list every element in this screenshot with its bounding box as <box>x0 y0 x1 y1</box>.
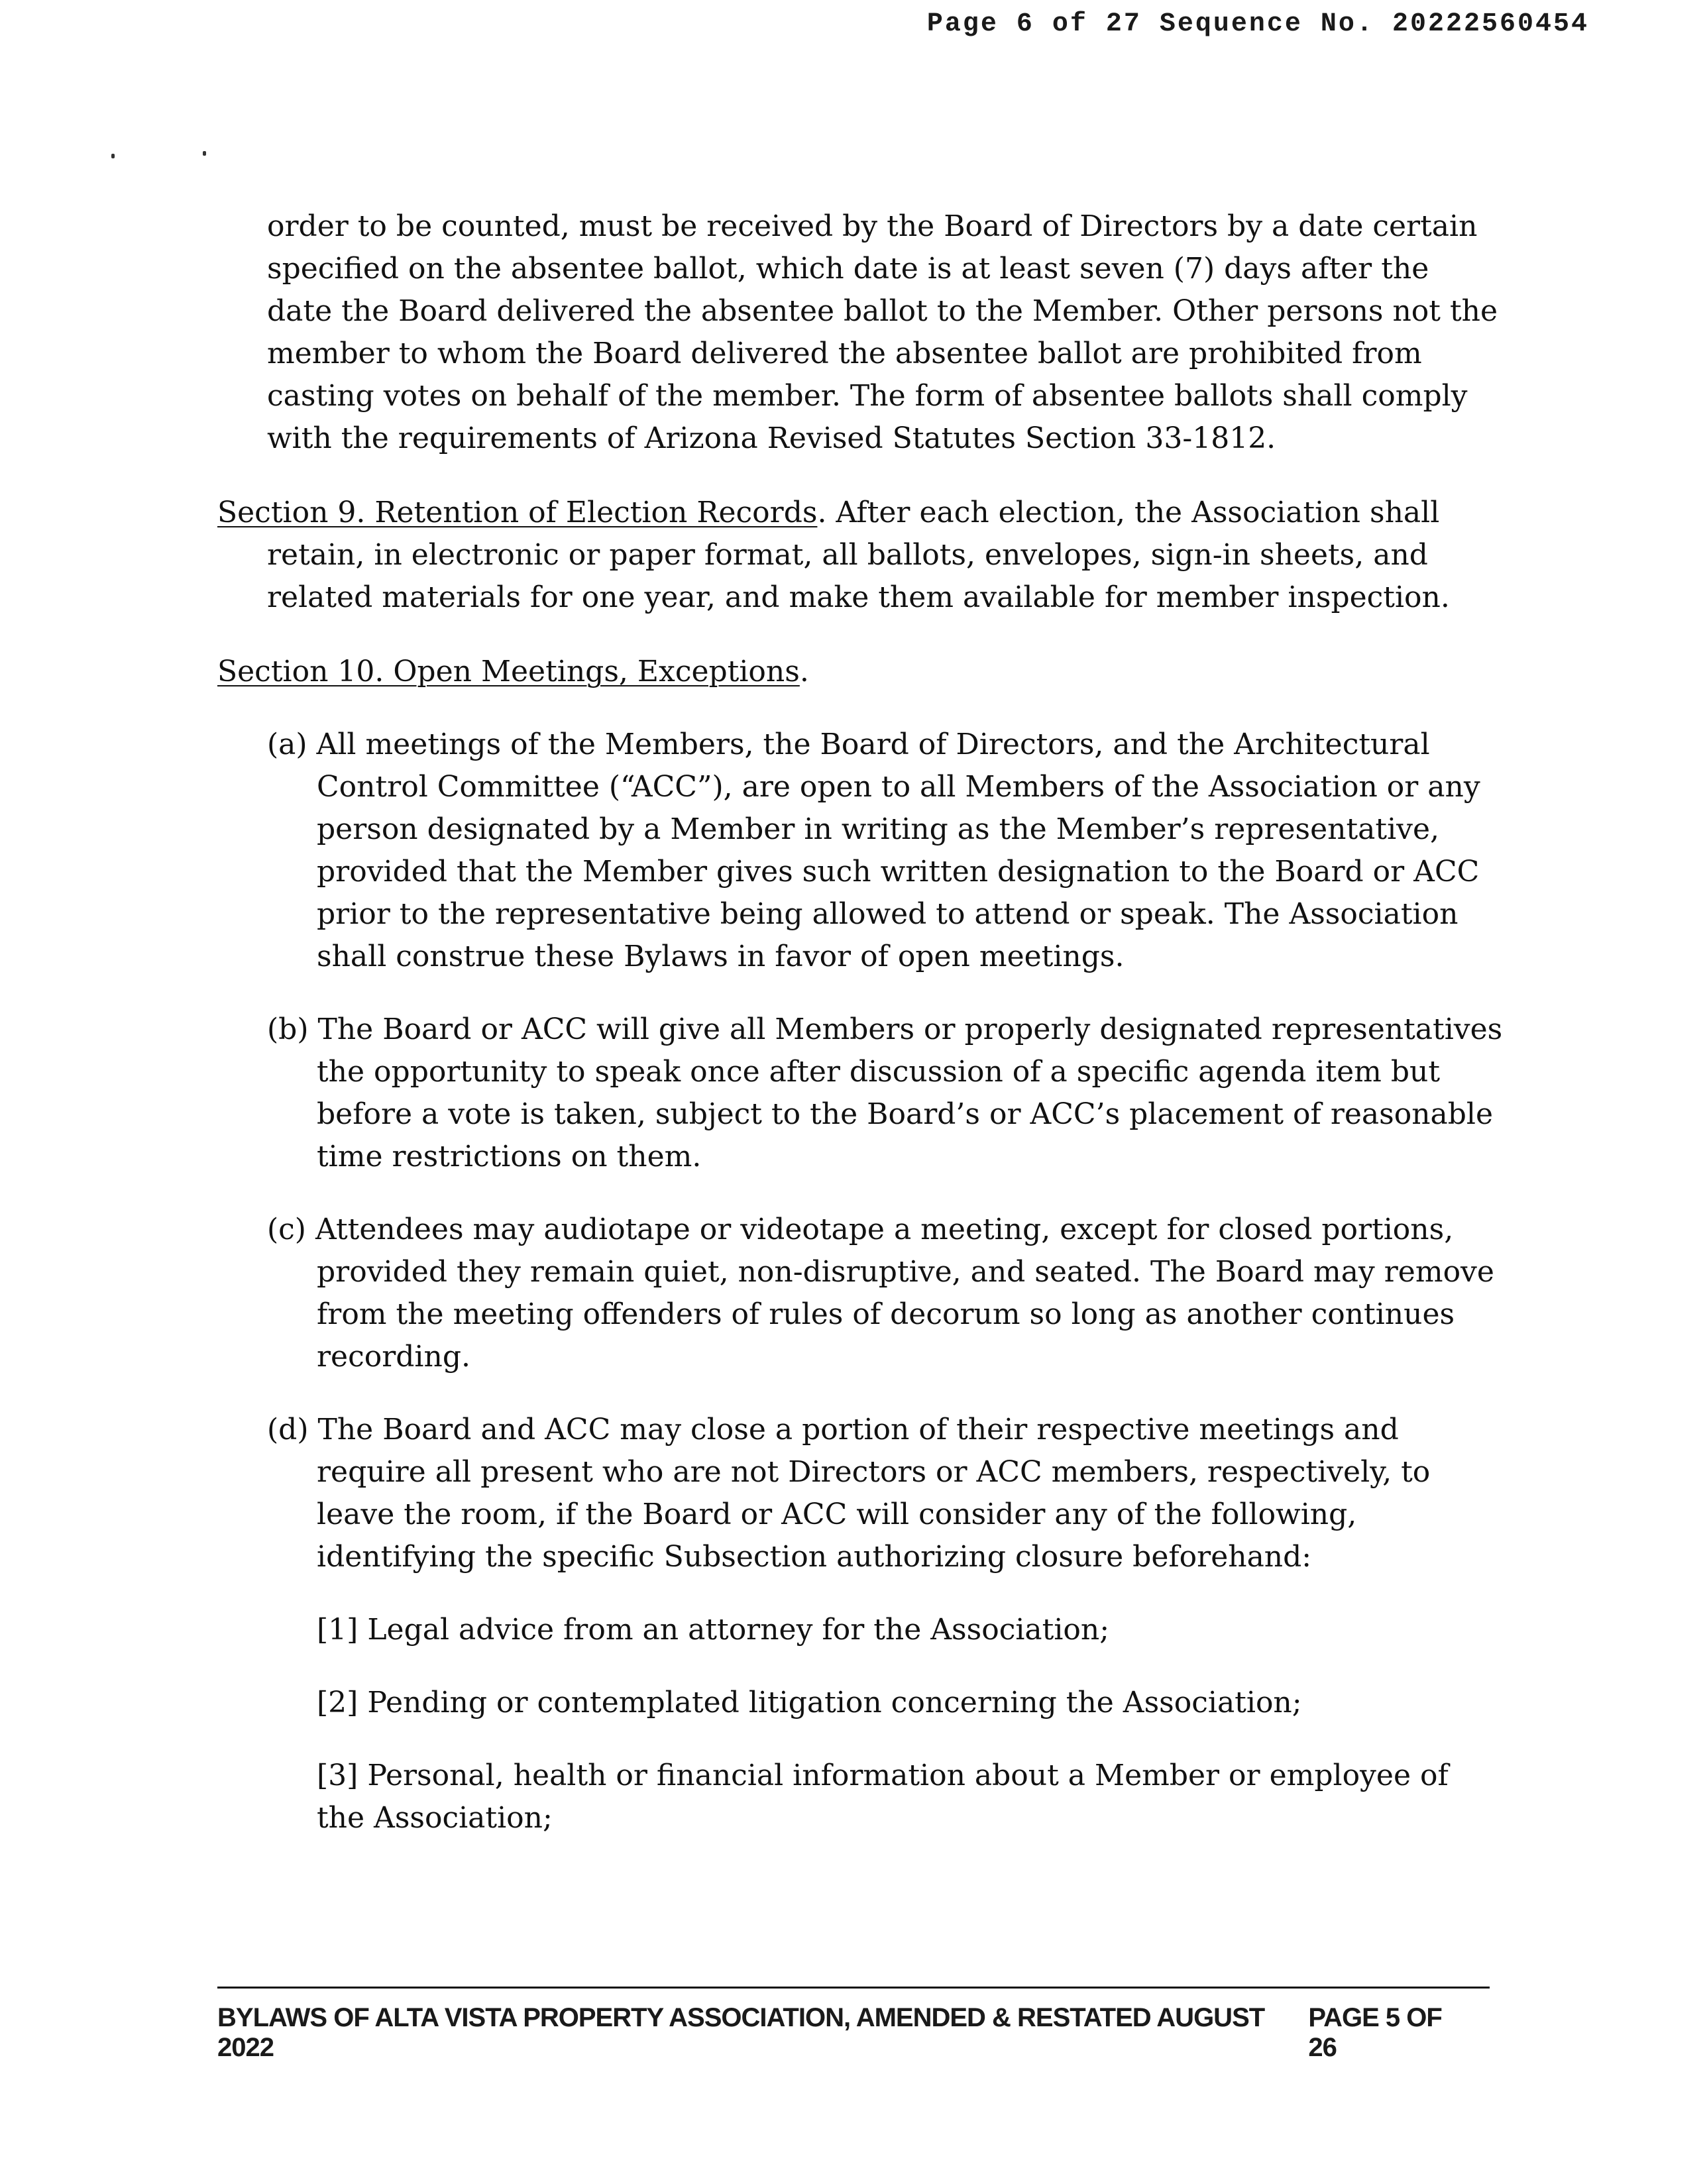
subsection-3: [3] Personal, health or financial information about a Member or employee of the Association; <box>317 1759 1449 1835</box>
section-9-paragraph <box>217 492 1503 619</box>
section-10-item-d: (d) The Board and ACC may close a portion of their respective meetings and require all present who are not Directors or ACC members, respectively, to leave the room, if the Board or ACC will consider any of the following, identifying the specific Subsection authorizing closure beforehand: <box>267 1413 1431 1574</box>
section-9-text: . After each election, the Association shall retain, in electronic or paper format, all ballots, envelopes, sign-in sheets, and related materials for one year, and make them available for member inspection. <box>267 496 1450 614</box>
footer-page-number: PAGE 5 OF 26 <box>1308 2003 1442 2062</box>
footer-title: BYLAWS OF ALTA VISTA PROPERTY ASSOCIATION, AMENDED & RESTATED AUGUST 2022 <box>217 2003 1265 2062</box>
section-10-item-a: (a) All meetings of the Members, the Board of Directors, and the Architectural Control Committee (“ACC”), are open to all Members of the Association or any person designated by a Member in writing as the Member’s representative, provided that the Member gives such written designation to the Board or ACC prior to the representative being allowed to attend or speak. The Association shall construe these Bylaws in favor of open meetings. <box>267 728 1480 973</box>
continuation-paragraph: order to be counted, must be received by the Board of Directors by a date certain specified on the absentee ballot, which date is at least seven (7) days after the date the Board delivered the absentee ballot to the Member. Other persons not the member to whom the Board delivered the absentee ballot are prohibited from casting votes on behalf of the member. The form of absentee ballots shall comply with the requirements of Arizona Revised Statutes Section 33-1812. <box>267 209 1498 455</box>
section-10-heading: Section 10. Open Meetings, Exceptions <box>217 655 800 688</box>
subsection-1: [1] Legal advice from an attorney for the Association; <box>317 1613 1110 1647</box>
recording-stamp: Page 6 of 27 Sequence No. 20222560454 <box>926 9 1589 39</box>
section-10-item-b: (b) The Board or ACC will give all Members or properly designated representatives the opportunity to speak once after discussion of a specific agenda item but before a vote is taken, subject to the Board’s or ACC’s placement of reasonable time restrictions on them. <box>267 1012 1503 1174</box>
section-10-heading-line <box>217 651 1503 693</box>
section-9-heading: Section 9. Retention of Election Records <box>217 496 818 529</box>
page-body <box>217 205 1503 1839</box>
scan-speck <box>203 151 206 156</box>
scan-speck <box>111 154 115 158</box>
section-10-item-c: (c) Attendees may audiotape or videotape a meeting, except for closed portions, provided they remain quiet, non-disruptive, and seated. The Board may remove from the meeting offenders of rules of decorum so long as another continues recording. <box>267 1213 1494 1374</box>
page-footer <box>217 1987 1490 2063</box>
subsection-2: [2] Pending or contemplated litigation concerning the Association; <box>317 1686 1302 1720</box>
section-10-heading-suffix: . <box>799 655 809 688</box>
